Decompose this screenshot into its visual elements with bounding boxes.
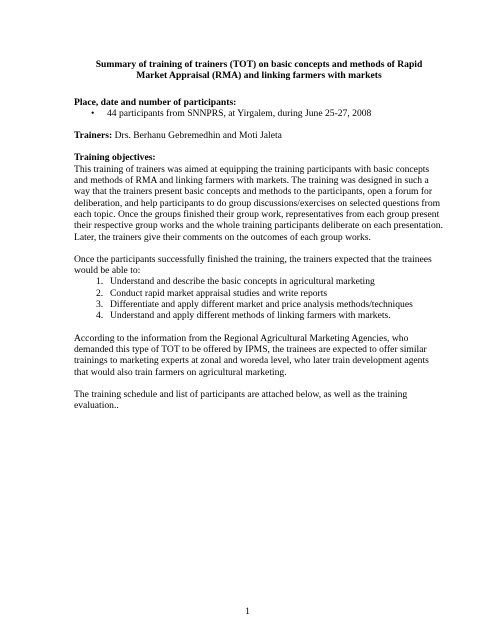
- item-text: Conduct rapid market appraisal studies and write reports: [110, 287, 328, 299]
- place-bullet-item: • 44 participants from SNNPRS, at Yirgalem, during June 25-27, 2008: [91, 108, 444, 119]
- spacer: [74, 322, 444, 333]
- document-title-line-2: Market Appraisal (RMA) and linking farmers with markets: [136, 70, 382, 82]
- item-text: Differentiate and apply different market and price analysis methods/techniques: [110, 299, 413, 311]
- item-number: 2.: [96, 287, 104, 299]
- spacer: [74, 243, 444, 254]
- spacer: [74, 119, 444, 130]
- spacer: [74, 378, 444, 389]
- objectives-heading: Training objectives:: [74, 152, 156, 164]
- trainers-line: [74, 130, 444, 141]
- item-number: 1.: [96, 276, 104, 288]
- place-list: [74, 108, 444, 119]
- item-number: 4.: [96, 310, 104, 322]
- spacer: [74, 82, 444, 97]
- expected-outcome-item: [96, 288, 444, 299]
- objectives-paragraph: This training of trainers was aimed at equipping the training participants with basic concepts and methods of RMA and linking farmers with markets. The training was designed in such a way that the trainers present basic concepts and methods to the participants, open a forum for deliberation, and help participants to do group discussions/exercises on selected questions from each topic. Once the groups finished their group work, representatives from each group present their respective group works and the whole training participants deliberate on each presentation. Later, the trainers give their comments on the outcomes of each group works.: [74, 163, 443, 243]
- item-number: 3.: [96, 299, 104, 311]
- expected-outcome-item: [96, 276, 444, 287]
- expected-outcome-item: [96, 310, 444, 321]
- expected-outcome-item: [96, 299, 444, 310]
- item-text: Understand and describe the basic concepts in agricultural marketing: [110, 276, 375, 288]
- trainers-names: Drs. Berhanu Gebremedhin and Moti Jaleta: [112, 130, 282, 142]
- expected-intro: Once the participants successfully finished the training, the trainers expected that the trainees would be able to:: [74, 253, 432, 277]
- item-text: Understand and apply different methods of linking farmers with markets.: [110, 310, 391, 322]
- trainers-label: Trainers:: [74, 130, 113, 142]
- schedule-paragraph: The training schedule and list of participants are attached below, as well as the training evaluation..: [74, 388, 408, 412]
- page-number: 1: [245, 606, 250, 617]
- place-heading: Place, date and number of participants:: [74, 96, 237, 108]
- agencies-paragraph: According to the information from the Regional Agricultural Marketing Agencies, who demanded this type of TOT to be offered by IPMS, the trainees are expected to offer similar trainings to marketing experts at zonal and woreda level, who later train development agents that would also train farmers on agricultural marketing.: [74, 332, 429, 378]
- document-body: [74, 59, 444, 411]
- document-title-line-1: Summary of training of trainers (TOT) on basic concepts and methods of Rapid: [95, 59, 423, 70]
- spacer: [74, 141, 444, 152]
- expected-outcomes-list: [74, 276, 444, 321]
